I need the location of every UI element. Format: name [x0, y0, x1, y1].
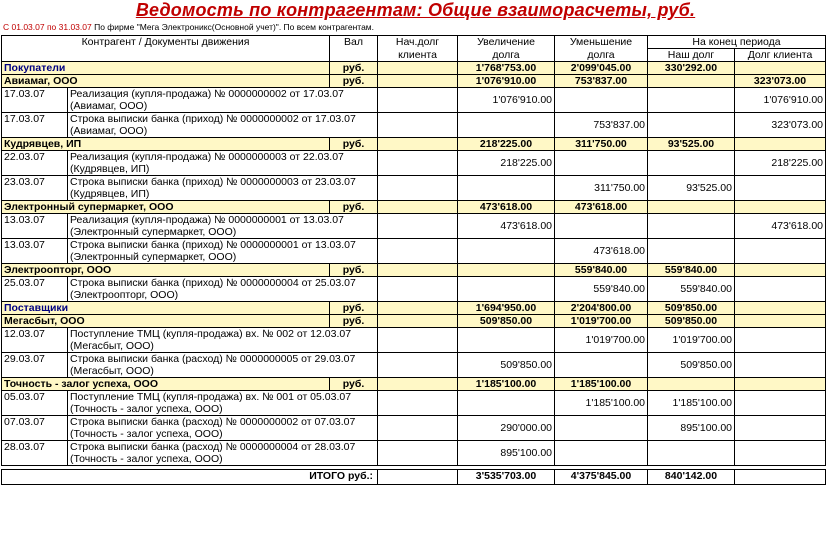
currency-cell: руб.: [330, 302, 378, 315]
group-name: Покупатели: [2, 62, 330, 75]
document-row: [2, 214, 826, 239]
our-debt-cell: 93'525.00: [648, 176, 735, 201]
debt-increase-cell: 218'225.00: [458, 138, 555, 151]
our-debt-cell: 509'850.00: [648, 353, 735, 378]
client-debt-cell: [735, 328, 826, 353]
debt-decrease-cell: 473'618.00: [555, 201, 648, 214]
opening-debt-cell: [378, 353, 458, 378]
currency-cell: руб.: [330, 62, 378, 75]
total-label: ИТОГО руб.:: [2, 470, 378, 485]
debt-decrease-cell: 1'019'700.00: [555, 315, 648, 328]
debt-increase-cell: [458, 277, 555, 302]
counterparty-name: Авиамаг, ООО: [2, 75, 330, 88]
document-date: 25.03.07: [2, 277, 68, 302]
group-name: Поставщики: [2, 302, 330, 315]
document-row: [2, 416, 826, 441]
debt-decrease-cell: 1'185'100.00: [555, 391, 648, 416]
debt-increase-cell: 1'768'753.00: [458, 62, 555, 75]
client-debt-cell: [735, 201, 826, 214]
our-debt-cell: [648, 151, 735, 176]
our-debt-cell: 93'525.00: [648, 138, 735, 151]
opening-debt-cell: [378, 315, 458, 328]
our-debt-cell: [648, 214, 735, 239]
client-debt-cell: [735, 302, 826, 315]
client-debt-cell: [735, 315, 826, 328]
debt-increase-cell: 473'618.00: [458, 201, 555, 214]
our-debt-cell: [648, 75, 735, 88]
currency-cell: руб.: [330, 264, 378, 277]
debt-decrease-cell: 559'840.00: [555, 264, 648, 277]
client-debt-cell: 218'225.00: [735, 151, 826, 176]
debt-increase-cell: 473'618.00: [458, 214, 555, 239]
header-decrease-2: долга: [555, 49, 648, 62]
document-description: Строка выписки банка (приход) № 0000000002 от 17.03.07 (Авиамаг, ООО): [68, 113, 378, 138]
debt-increase-cell: 1'694'950.00: [458, 302, 555, 315]
report-filter: По фирме "Мега Электроникс(Основной учет)". По всем контрагентам.: [91, 22, 374, 32]
debt-increase-cell: 895'100.00: [458, 441, 555, 466]
debt-decrease-cell: [555, 416, 648, 441]
document-row: [2, 151, 826, 176]
debt-decrease-cell: 311'750.00: [555, 176, 648, 201]
our-debt-cell: 1'019'700.00: [648, 328, 735, 353]
document-date: 22.03.07: [2, 151, 68, 176]
client-debt-cell: [735, 239, 826, 264]
header-row-1: [2, 36, 826, 49]
debt-increase-cell: 509'850.00: [458, 315, 555, 328]
document-description: Реализация (купля-продажа) № 0000000003 от 22.03.07 (Кудрявцев, ИП): [68, 151, 378, 176]
debt-increase-cell: 218'225.00: [458, 151, 555, 176]
debt-increase-cell: 509'850.00: [458, 353, 555, 378]
our-debt-cell: 895'100.00: [648, 416, 735, 441]
document-row: [2, 328, 826, 353]
opening-debt-cell: [378, 277, 458, 302]
debt-increase-cell: [458, 239, 555, 264]
client-debt-cell: [735, 391, 826, 416]
document-description: Строка выписки банка (приход) № 0000000004 от 25.03.07 (Электроопторг, ООО): [68, 277, 378, 302]
counterparty-row: [2, 378, 826, 391]
counterparty-name: Точность - залог успеха, ООО: [2, 378, 330, 391]
debt-decrease-cell: 753'837.00: [555, 75, 648, 88]
counterparty-name: Электроопторг, ООО: [2, 264, 330, 277]
header-counterparty: Контрагент / Документы движения: [2, 36, 330, 62]
document-row: [2, 353, 826, 378]
opening-debt-cell: [378, 138, 458, 151]
document-date: 17.03.07: [2, 113, 68, 138]
opening-debt-cell: [378, 302, 458, 315]
opening-debt-cell: [378, 214, 458, 239]
opening-debt-cell: [378, 151, 458, 176]
opening-debt-cell: [378, 75, 458, 88]
our-debt-cell: [648, 88, 735, 113]
opening-debt-cell: [378, 328, 458, 353]
debt-decrease-cell: 1'185'100.00: [555, 378, 648, 391]
document-date: 12.03.07: [2, 328, 68, 353]
document-row: [2, 113, 826, 138]
document-date: 07.03.07: [2, 416, 68, 441]
opening-debt-cell: [378, 416, 458, 441]
document-row: [2, 176, 826, 201]
document-description: Строка выписки банка (расход) № 0000000002 от 07.03.07 (Точность - залог успеха, ООО): [68, 416, 378, 441]
debt-increase-cell: 1'076'910.00: [458, 75, 555, 88]
counterparty-row: [2, 315, 826, 328]
header-client-debt: Долг клиента: [735, 49, 826, 62]
debt-decrease-cell: [555, 441, 648, 466]
client-debt-cell: [735, 416, 826, 441]
opening-debt-cell: [378, 441, 458, 466]
opening-debt-cell: [378, 113, 458, 138]
header-our-debt: Наш долг: [648, 49, 735, 62]
total-our-debt: 840'142.00: [648, 470, 735, 485]
counterparty-row: [2, 201, 826, 214]
debt-decrease-cell: [555, 353, 648, 378]
document-date: 13.03.07: [2, 239, 68, 264]
document-row: [2, 239, 826, 264]
document-date: 05.03.07: [2, 391, 68, 416]
opening-debt-cell: [378, 176, 458, 201]
counterparty-name: Кудрявцев, ИП: [2, 138, 330, 151]
currency-cell: руб.: [330, 315, 378, 328]
debt-decrease-cell: [555, 88, 648, 113]
document-row: [2, 441, 826, 466]
client-debt-cell: [735, 441, 826, 466]
opening-debt-cell: [378, 391, 458, 416]
client-debt-cell: 323'073.00: [735, 75, 826, 88]
client-debt-cell: [735, 378, 826, 391]
document-description: Реализация (купля-продажа) № 0000000002 от 17.03.07 (Авиамаг, ООО): [68, 88, 378, 113]
group-row: [2, 62, 826, 75]
our-debt-cell: [648, 378, 735, 391]
opening-debt-cell: [378, 201, 458, 214]
debt-decrease-cell: 753'837.00: [555, 113, 648, 138]
total-decrease: 4'375'845.00: [555, 470, 648, 485]
debt-increase-cell: [458, 264, 555, 277]
debt-decrease-cell: 559'840.00: [555, 277, 648, 302]
opening-debt-cell: [378, 378, 458, 391]
debt-decrease-cell: 2'099'045.00: [555, 62, 648, 75]
our-debt-cell: [648, 201, 735, 214]
header-currency: Вал: [330, 36, 378, 62]
counterparty-row: [2, 138, 826, 151]
document-date: 29.03.07: [2, 353, 68, 378]
our-debt-cell: [648, 113, 735, 138]
our-debt-cell: 509'850.00: [648, 315, 735, 328]
debt-decrease-cell: 2'204'800.00: [555, 302, 648, 315]
debt-decrease-cell: 1'019'700.00: [555, 328, 648, 353]
header-increase-1: Увеличение: [458, 36, 555, 49]
debt-increase-cell: [458, 113, 555, 138]
debt-increase-cell: 1'076'910.00: [458, 88, 555, 113]
total-client-debt: [735, 470, 826, 485]
total-row: [2, 470, 826, 485]
counterparty-name: Электронный супермаркет, ООО: [2, 201, 330, 214]
opening-debt-cell: [378, 264, 458, 277]
opening-debt-cell: [378, 239, 458, 264]
document-description: Реализация (купля-продажа) № 0000000001 от 13.03.07 (Электронный супермаркет, ООО): [68, 214, 378, 239]
document-row: [2, 88, 826, 113]
report-period: С 01.03.07 по 31.03.07: [3, 22, 92, 32]
our-debt-cell: 559'840.00: [648, 277, 735, 302]
our-debt-cell: 559'840.00: [648, 264, 735, 277]
counterparty-row: [2, 264, 826, 277]
debt-decrease-cell: 311'750.00: [555, 138, 648, 151]
document-date: 17.03.07: [2, 88, 68, 113]
document-description: Строка выписки банка (расход) № 0000000004 от 28.03.07 (Точность - залог успеха, ООО): [68, 441, 378, 466]
document-row: [2, 391, 826, 416]
header-open-debt-2: клиента: [378, 49, 458, 62]
client-debt-cell: [735, 353, 826, 378]
group-row: [2, 302, 826, 315]
client-debt-cell: 473'618.00: [735, 214, 826, 239]
debt-increase-cell: 290'000.00: [458, 416, 555, 441]
header-period-end: На конец периода: [648, 36, 826, 49]
header-decrease-1: Уменьшение: [555, 36, 648, 49]
document-description: Поступление ТМЦ (купля-продажа) вх. № 001 от 05.03.07 (Точность - залог успеха, ООО): [68, 391, 378, 416]
report-subtitle: [3, 22, 374, 33]
opening-debt-cell: [378, 62, 458, 75]
document-description: Строка выписки банка (приход) № 0000000001 от 13.03.07 (Электронный супермаркет, ООО): [68, 239, 378, 264]
our-debt-cell: [648, 239, 735, 264]
counterparty-row: [2, 75, 826, 88]
our-debt-cell: 1'185'100.00: [648, 391, 735, 416]
currency-cell: руб.: [330, 201, 378, 214]
client-debt-cell: [735, 277, 826, 302]
currency-cell: руб.: [330, 378, 378, 391]
client-debt-cell: 1'076'910.00: [735, 88, 826, 113]
our-debt-cell: 509'850.00: [648, 302, 735, 315]
debt-increase-cell: [458, 391, 555, 416]
debt-increase-cell: 1'185'100.00: [458, 378, 555, 391]
debt-decrease-cell: [555, 214, 648, 239]
client-debt-cell: [735, 176, 826, 201]
client-debt-cell: [735, 264, 826, 277]
document-date: 28.03.07: [2, 441, 68, 466]
client-debt-cell: 323'073.00: [735, 113, 826, 138]
document-row: [2, 277, 826, 302]
currency-cell: руб.: [330, 75, 378, 88]
our-debt-cell: [648, 441, 735, 466]
document-date: 23.03.07: [2, 176, 68, 201]
report-title: Ведомость по контрагентам: Общие взаиморасчеты, руб.: [135, 0, 696, 20]
debt-increase-cell: [458, 328, 555, 353]
debt-decrease-cell: [555, 151, 648, 176]
header-open-debt-1: Нач.долг: [378, 36, 458, 49]
document-description: Строка выписки банка (приход) № 0000000003 от 23.03.07 (Кудрявцев, ИП): [68, 176, 378, 201]
debt-decrease-cell: 473'618.00: [555, 239, 648, 264]
opening-debt-cell: [378, 88, 458, 113]
document-description: Строка выписки банка (расход) № 0000000005 от 29.03.07 (Мегасбыт, ООО): [68, 353, 378, 378]
total-increase: 3'535'703.00: [458, 470, 555, 485]
document-date: 13.03.07: [2, 214, 68, 239]
client-debt-cell: [735, 62, 826, 75]
our-debt-cell: 330'292.00: [648, 62, 735, 75]
currency-cell: руб.: [330, 138, 378, 151]
total-opening-debt: [378, 470, 458, 485]
counterparty-name: Мегасбыт, ООО: [2, 315, 330, 328]
debt-increase-cell: [458, 176, 555, 201]
counterparty-report-table: [1, 35, 826, 485]
document-description: Поступление ТМЦ (купля-продажа) вх. № 002 от 12.03.07 (Мегасбыт, ООО): [68, 328, 378, 353]
client-debt-cell: [735, 138, 826, 151]
header-increase-2: долга: [458, 49, 555, 62]
